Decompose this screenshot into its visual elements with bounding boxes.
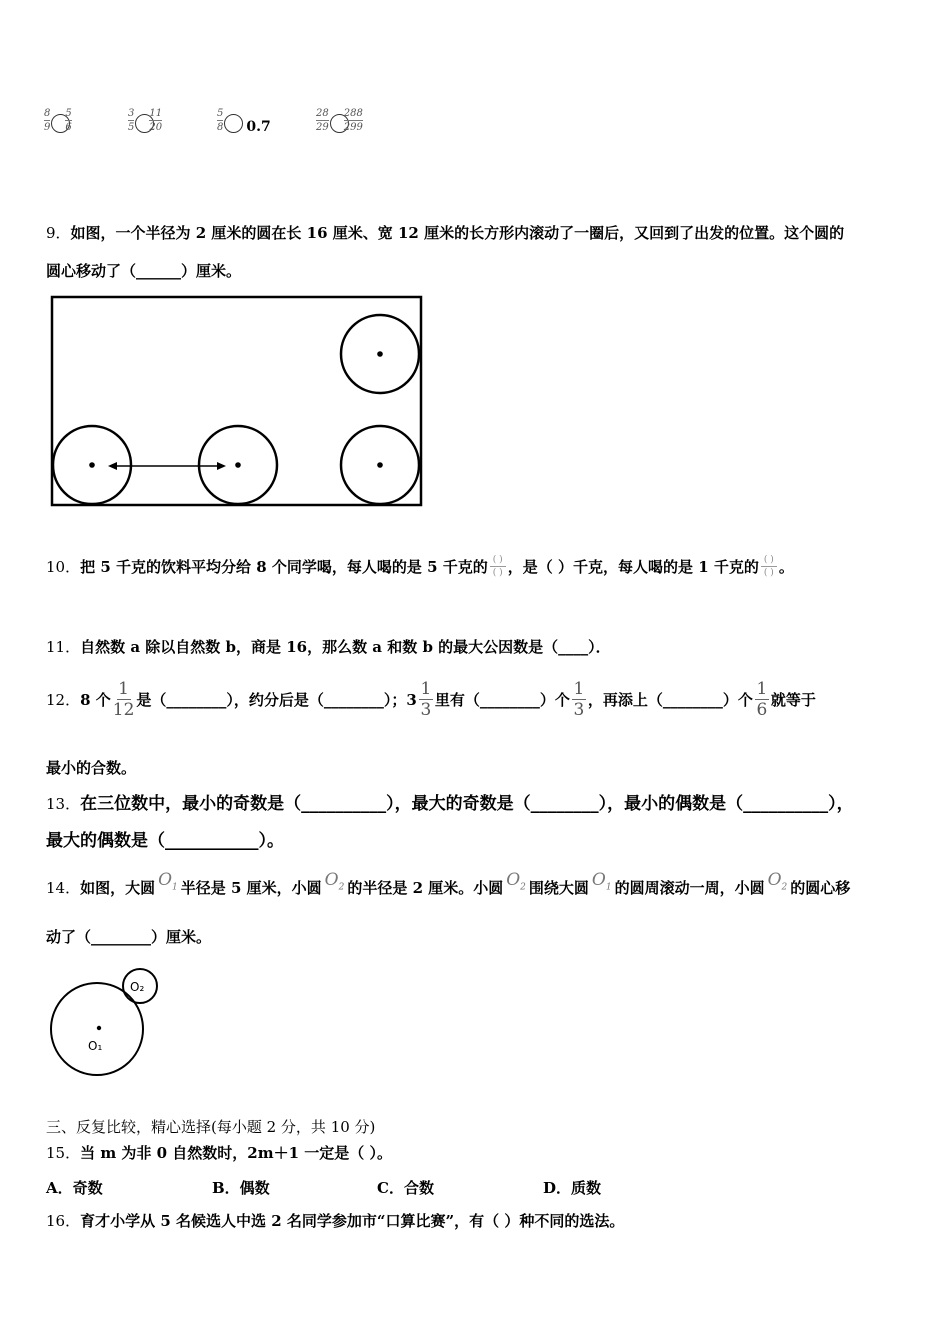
fraction: 1 3 — [420, 678, 432, 720]
fraction: $\frac{288}{299}$ — [343, 108, 363, 133]
q15-option-a[interactable]: A．奇数 — [46, 1179, 103, 1197]
o1-symbol: $O_1$ — [158, 869, 178, 892]
fraction: $\frac{3}{5}$ — [128, 108, 135, 133]
blank-fraction: ( ) ( ) — [490, 554, 506, 579]
q8-pair-2 — [128, 108, 162, 133]
arrow-head-left — [108, 462, 117, 470]
decimal-value: 0.7 — [246, 119, 271, 135]
q16-line: 16．育才小学从 5 名候选人中选 2 名同学参加市“口算比赛”，有（ ）种不同的选法。 — [46, 1212, 625, 1230]
q15-option-d[interactable]: D．质数 — [543, 1179, 602, 1197]
q8-pair-3 — [217, 108, 271, 133]
center-dot — [377, 351, 383, 357]
compare-circle[interactable] — [224, 114, 243, 133]
o2-symbol: $O_2$ — [324, 869, 345, 892]
q14-line-1: 14． 如图，大圆 $O_1$ 半径是 5 厘米，小圆 $O_2$ 的半径是 2 厘米。小圆 $O_2$ 围绕大圆 $O_1$ 的圆周滚动一周，小圆 $O_2$ 的圆心移 — [46, 869, 851, 897]
section-3-title: 三、反复比较，精心选择(每小题 2 分，共 10 分) — [46, 1118, 376, 1136]
fraction: $\frac{11}{20}$ — [149, 108, 163, 133]
center-dot — [89, 462, 95, 468]
q9-figure — [50, 295, 424, 508]
q15-line: 15．当 m 为非 0 自然数时，2m＋1 一定是（ ）。 — [46, 1144, 392, 1162]
fraction: $\frac{5}{6}$ — [65, 108, 72, 133]
q14-line-2: 动了（________）厘米。 — [46, 928, 212, 946]
q8-row — [44, 108, 404, 153]
center-dot — [377, 462, 383, 468]
o1-symbol: $O_1$ — [591, 869, 612, 892]
q14-figure — [48, 966, 163, 1083]
q12-line-1: 12． 8 个 1 12 是（________），约分后是（________）；3 1 3 里有（________）个 1 3 ，再添上（________）个 1 6 就等于 — [46, 678, 816, 720]
fraction: 1 12 — [112, 678, 135, 720]
big-circle — [51, 983, 143, 1075]
q8-pair-1 — [44, 108, 72, 133]
o2-symbol: $O_2$ — [506, 869, 526, 892]
q9-line-1: 9．如图，一个半径为 2 厘米的圆在长 16 厘米、宽 12 厘米的长方形内滚动了一圈后，又回到了出发的位置。这个圆的 — [46, 224, 845, 242]
q13-line-2: 最大的偶数是（___________）。 — [46, 831, 284, 851]
q15-option-b[interactable]: B．偶数 — [212, 1179, 270, 1197]
fraction: 1 3 — [573, 678, 585, 720]
rectangle — [52, 297, 421, 505]
center-dot — [235, 462, 241, 468]
q11-line: 11．自然数 a 除以自然数 b，商是 16，那么数 a 和数 b 的最大公因数是（____）． — [46, 638, 611, 656]
arrow-head-right — [217, 462, 226, 470]
q8-pair-4 — [316, 108, 363, 133]
q13-line-1: 13．在三位数中，最小的奇数是（__________），最大的奇数是（________），最小的偶数是（__________）， — [46, 794, 854, 814]
small-circle-label: O₂ — [130, 980, 145, 994]
big-circle-label: O₁ — [88, 1039, 103, 1053]
q10-line: 10． 把 5 千克的饮料平均分给 8 个同学喝，每人喝的是 5 千克的 ( ) ( ) ，是（ ）千克，每人喝的是 1 千克的 ( ) ( ) 。 — [46, 555, 794, 578]
fraction: 1 6 — [756, 678, 768, 720]
blank-fraction: ( ) ( ) — [761, 554, 777, 579]
fraction: $\frac{5}{8}$ — [217, 108, 224, 133]
q9-line-2: 圆心移动了（______）厘米。 — [46, 262, 242, 280]
q15-option-c[interactable]: C．合数 — [377, 1179, 434, 1197]
q12-line-2: 最小的合数。 — [46, 759, 137, 777]
fraction: $\frac{28}{29}$ — [316, 108, 329, 133]
fraction: $\frac{8}{9}$ — [44, 108, 51, 133]
big-center-dot — [97, 1026, 101, 1030]
o2-symbol: $O_2$ — [767, 869, 788, 892]
